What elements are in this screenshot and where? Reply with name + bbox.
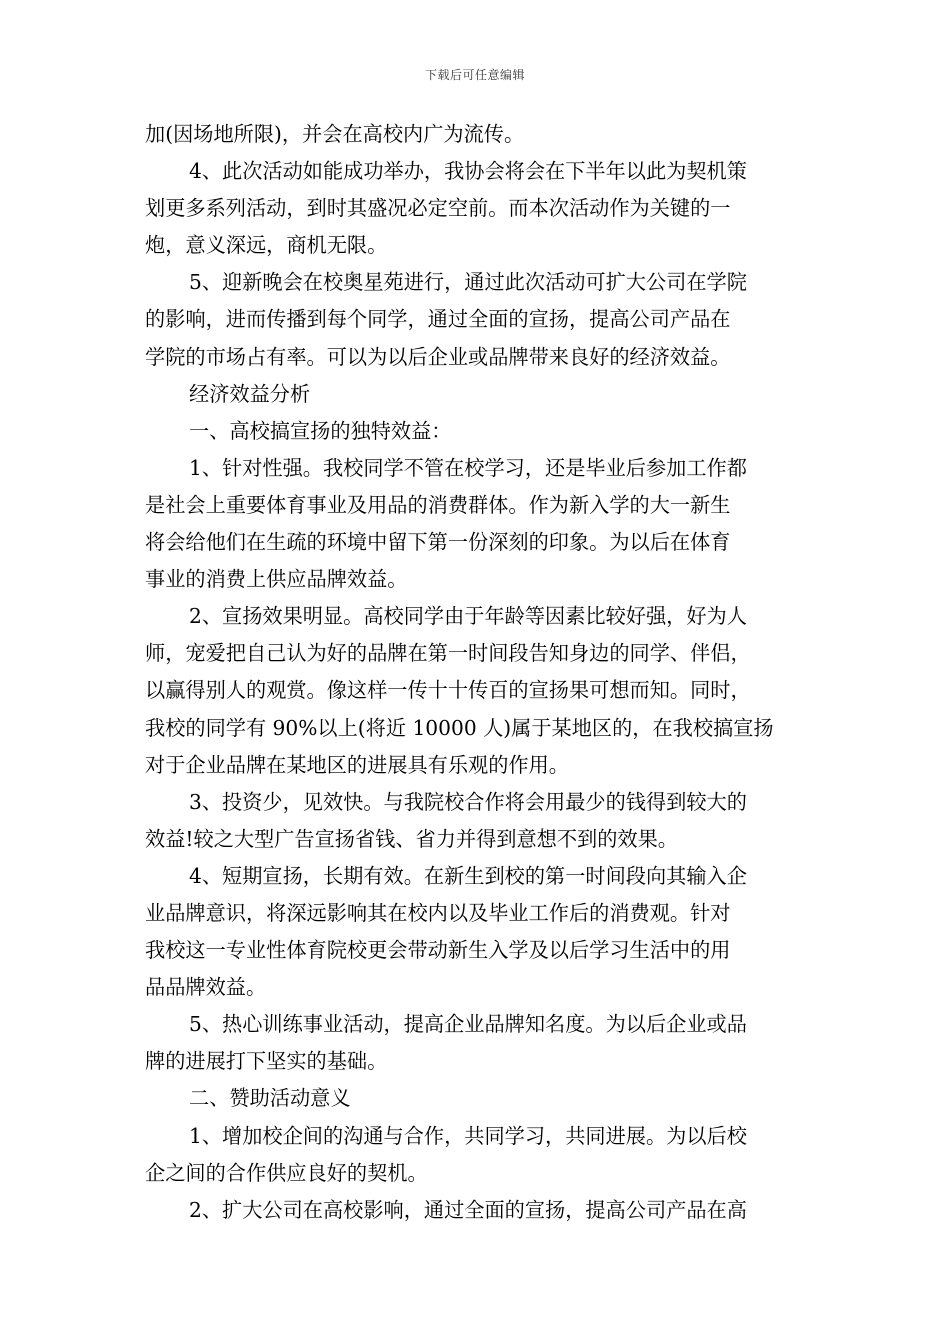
text-line: 我校的同学有 90%以上(将近 10000 人)属于某地区的，在我校搞宣扬 — [145, 715, 774, 740]
text-line: 牌的进展打下坚实的基础。 — [145, 1049, 388, 1074]
text-line: 5、迎新晚会在校奥星苑进行，通过此次活动可扩大公司在学院 — [189, 270, 747, 295]
text-line: 5、热心训练事业活动，提高企业品牌知名度。为以后企业或品 — [189, 1012, 747, 1037]
text-line: 品品牌效益。 — [145, 975, 267, 1000]
text-line: 二、赞助活动意义 — [189, 1086, 351, 1111]
text-line: 3、投资少，见效快。与我院校合作将会用最少的钱得到较大的 — [189, 789, 747, 814]
text-line: 2、扩大公司在高校影响，通过全面的宣扬，提高公司产品在高 — [189, 1197, 747, 1222]
text-line: 1、增加校企间的沟通与合作，共同学习，共同进展。为以后校 — [189, 1123, 747, 1148]
text-line: 对于企业品牌在某地区的进展具有乐观的作用。 — [145, 752, 569, 777]
text-line: 2、宣扬效果明显。高校同学由于年龄等因素比较好强，好为人 — [189, 604, 747, 629]
text-line: 的影响，进而传播到每个同学，通过全面的宣扬，提高公司产品在 — [145, 307, 731, 332]
text-line: 将会给他们在生疏的环境中留下第一份深刻的印象。为以后在体育 — [145, 530, 731, 555]
text-line: 是社会上重要体育事业及用品的消费群体。作为新入学的大一新生 — [145, 492, 731, 517]
page-header-note: 下载后可任意编辑 — [424, 68, 525, 82]
text-line: 业品牌意识，将深远影响其在校内以及毕业工作后的消费观。针对 — [145, 900, 731, 925]
text-line: 师，宠爱把自己认为好的品牌在第一时间段告知身边的同学、伴侣， — [145, 641, 751, 666]
text-line: 经济效益分析 — [189, 381, 311, 406]
text-line: 我校这一专业性体育院校更会带动新生入学及以后学习生活中的用 — [145, 938, 731, 963]
text-line: 以赢得别人的观赏。像这样一传十十传百的宣扬果可想而知。同时， — [145, 678, 751, 703]
text-line: 学院的市场占有率。可以为以后企业或品牌带来良好的经济效益。 — [145, 344, 731, 369]
text-line: 1、针对性强。我校同学不管在校学习，还是毕业后参加工作都 — [189, 455, 747, 480]
text-line: 企之间的合作供应良好的契机。 — [145, 1160, 428, 1185]
text-line: 4、短期宣扬，长期有效。在新生到校的第一时间段向其输入企 — [189, 863, 747, 888]
text-line: 一、高校搞宣扬的独特效益： — [189, 418, 452, 443]
text-line: 4、此次活动如能成功举办，我协会将会在下半年以此为契机策 — [189, 159, 747, 184]
text-line: 加(因场地所限)，并会在高校内广为流传。 — [145, 122, 525, 146]
text-line: 事业的消费上供应品牌效益。 — [145, 567, 408, 592]
text-line: 效益!较之大型广告宣扬省钱、省力并得到意想不到的效果。 — [145, 826, 678, 851]
document-body — [145, 116, 807, 1229]
text-line: 炮，意义深远，商机无限。 — [145, 233, 388, 258]
text-line: 划更多系列活动，到时其盛况必定空前。而本次活动作为关键的一 — [145, 196, 731, 221]
